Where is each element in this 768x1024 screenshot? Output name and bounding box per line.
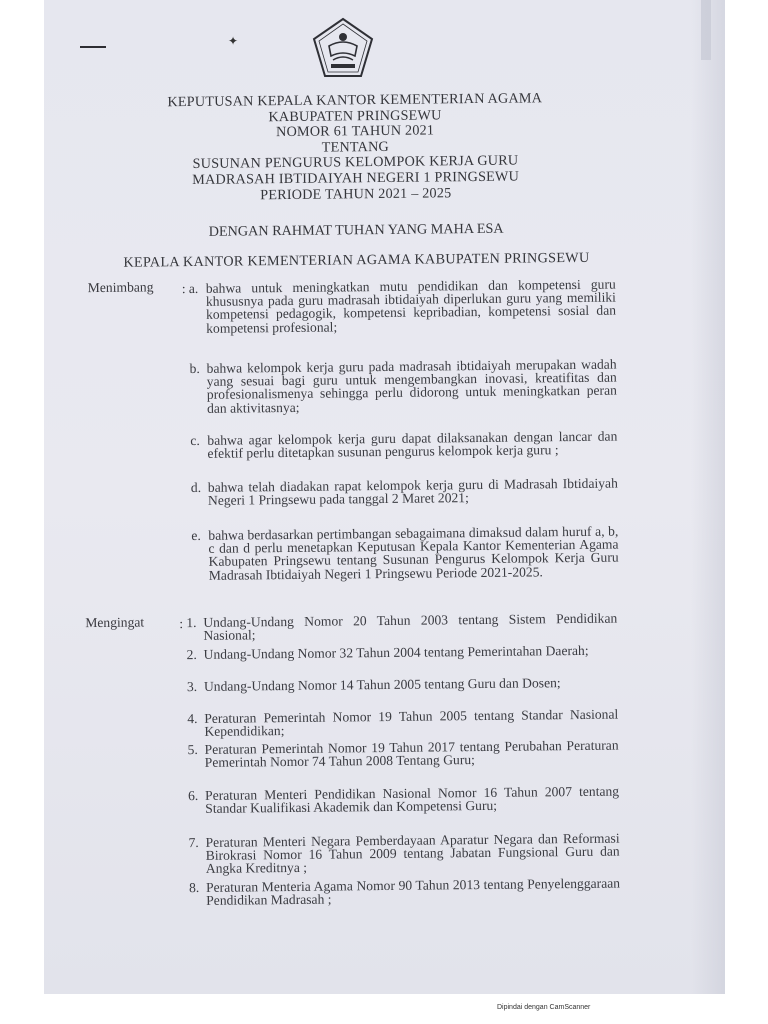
- item-marker: 2.: [186, 646, 197, 663]
- header-line: TENTANG: [321, 138, 390, 156]
- mengingat-item-7: [188, 830, 620, 877]
- menimbang-item-d: [190, 475, 618, 509]
- document-body: [44, 0, 725, 994]
- menimbang-label: Menimbang: [87, 279, 154, 296]
- issuer-line: KEPALA KANTOR KEMENTERIAN AGAMA KABUPATEN PRINGSEWU: [123, 249, 590, 271]
- item-text: Peraturan Menteri Negara Pemberdayaan Aparatur Negara dan Reformasi Birokrasi Nomor 16 Tahun 2009 tentang Jabatan Fungsional Guru dan Angka Kreditnya ;: [205, 830, 620, 877]
- mengingat-label: Mengingat: [85, 614, 145, 631]
- item-marker: 5.: [187, 741, 198, 758]
- item-marker: d.: [190, 479, 202, 496]
- item-marker: a.: [188, 280, 199, 297]
- item-text: Undang-Undang Nomor 14 Tahun 2005 tentang Guru dan Dosen;: [203, 675, 561, 694]
- header-line: NOMOR 61 TAHUN 2021: [276, 122, 435, 141]
- item-text: Undang-Undang Nomor 20 Tahun 2003 tentang Sistem Pendidikan Nasional;: [203, 610, 618, 644]
- header-line: MADRASAH IBTIDAIYAH NEGERI 1 PRINGSEWU: [192, 168, 520, 188]
- page-fold: [701, 0, 711, 60]
- scanner-watermark: Dipindai dengan CamScanner: [497, 1004, 591, 1011]
- item-text: Peraturan Pemerintah Nomor 19 Tahun 2005 tentang Standar Nasional Kependidikan;: [204, 706, 619, 740]
- item-marker: 4.: [187, 710, 198, 727]
- item-text: Peraturan Menteria Agama Nomor 90 Tahun 2013 tentang Penyelenggaraan Pendidikan Madrasah ;: [205, 875, 621, 909]
- header-line: KEPUTUSAN KEPALA KANTOR KEMENTERIAN AGAMA: [167, 90, 543, 111]
- mengingat-item-2: [186, 642, 618, 663]
- mengingat-item-5: [187, 737, 619, 771]
- item-marker: 6.: [188, 787, 199, 804]
- item-text: bahwa kelompok kerja guru pada madrasah ibtidaiyah merupakan wadah yang sesuai bagi guru untuk mengembangkan inovasi, kreatifitas dan profesionalismenya sehingga perlu didorong untuk meningkatkan peran dan aktivitasnya;: [206, 356, 617, 416]
- mengingat-item-8: [188, 875, 621, 909]
- header-line: SUSUNAN PENGURUS KELOMPOK KERJA GURU: [192, 152, 519, 173]
- item-marker: 7.: [188, 834, 199, 851]
- item-text: bahwa agar kelompok kerja guru dapat dilaksanakan dengan lancar dan efektif perlu ditetapkan susunan pengurus kelompok kerja guru ;: [207, 428, 618, 462]
- item-marker: 3.: [186, 678, 198, 695]
- item-text: bahwa berdasarkan pertimbangan sebagaimana dimaksud dalam huruf a, b, c dan d perlu menetapkan Keputusan Kepala Kantor Kementerian Agama Kabupaten Pringsewu tentang Susunan Pengurus Kelompok Kerja Guru Madrasah Ibtidaiyah Negeri 1 Pringsewu Periode 2021-2025.: [208, 523, 619, 583]
- item-text: bahwa untuk meningkatkan mutu pendidikan dan kompetensi guru khususnya pada guru madrasah ibtidaiyah diperlukan guru yang memiliki kompetensi pedagogik, kompetensi kepribadian, kompetensi sosial dan kompetensi profesional;: [205, 276, 617, 336]
- item-text: Undang-Undang Nomor 32 Tahun 2004 tentang Pemerintahan Daerah;: [203, 642, 589, 662]
- item-marker: 8.: [188, 879, 200, 896]
- item-marker: b.: [189, 360, 200, 377]
- menimbang-item-e: [191, 523, 619, 583]
- mengingat-item-6: [188, 783, 620, 817]
- pen-mark: ✦: [228, 34, 239, 48]
- mengingat-item-3: [186, 675, 618, 695]
- document-page: [44, 0, 725, 994]
- menimbang-item-c: [190, 428, 618, 462]
- invocation-line: DENGAN RAHMAT TUHAN YANG MAHA ESA: [208, 220, 504, 240]
- mengingat-item-1: [186, 610, 618, 644]
- item-marker: e.: [191, 527, 201, 544]
- item-text: Peraturan Menteri Pendidikan Nasional Nomor 16 Tahun 2007 tentang Standar Kualifikasi Akademik dan Kompetensi Guru;: [205, 783, 620, 817]
- mengingat-item-4: [187, 706, 619, 740]
- menimbang-item-a: [188, 276, 617, 336]
- menimbang-item-b: [189, 356, 618, 416]
- header-line: KABUPATEN PRINGSEWU: [268, 106, 442, 125]
- item-text: bahwa telah diadakan rapat kelompok kerja guru di Madrasah Ibtidaiyah Negeri 1 Pringsewu pada tanggal 2 Maret 2021;: [207, 475, 618, 509]
- document-header: [44, 90, 671, 206]
- menimbang-colon: :: [181, 281, 186, 297]
- item-text: Peraturan Pemerintah Nomor 19 Tahun 2017 tentang Perubahan Peraturan Pemerintah Nomor 74 Tahun 2008 Tentang Guru;: [204, 737, 619, 771]
- header-line: PERIODE TAHUN 2021 – 2025: [260, 184, 452, 203]
- mengingat-colon: :: [179, 616, 184, 632]
- item-marker: 1.: [186, 614, 197, 631]
- item-marker: c.: [190, 432, 200, 449]
